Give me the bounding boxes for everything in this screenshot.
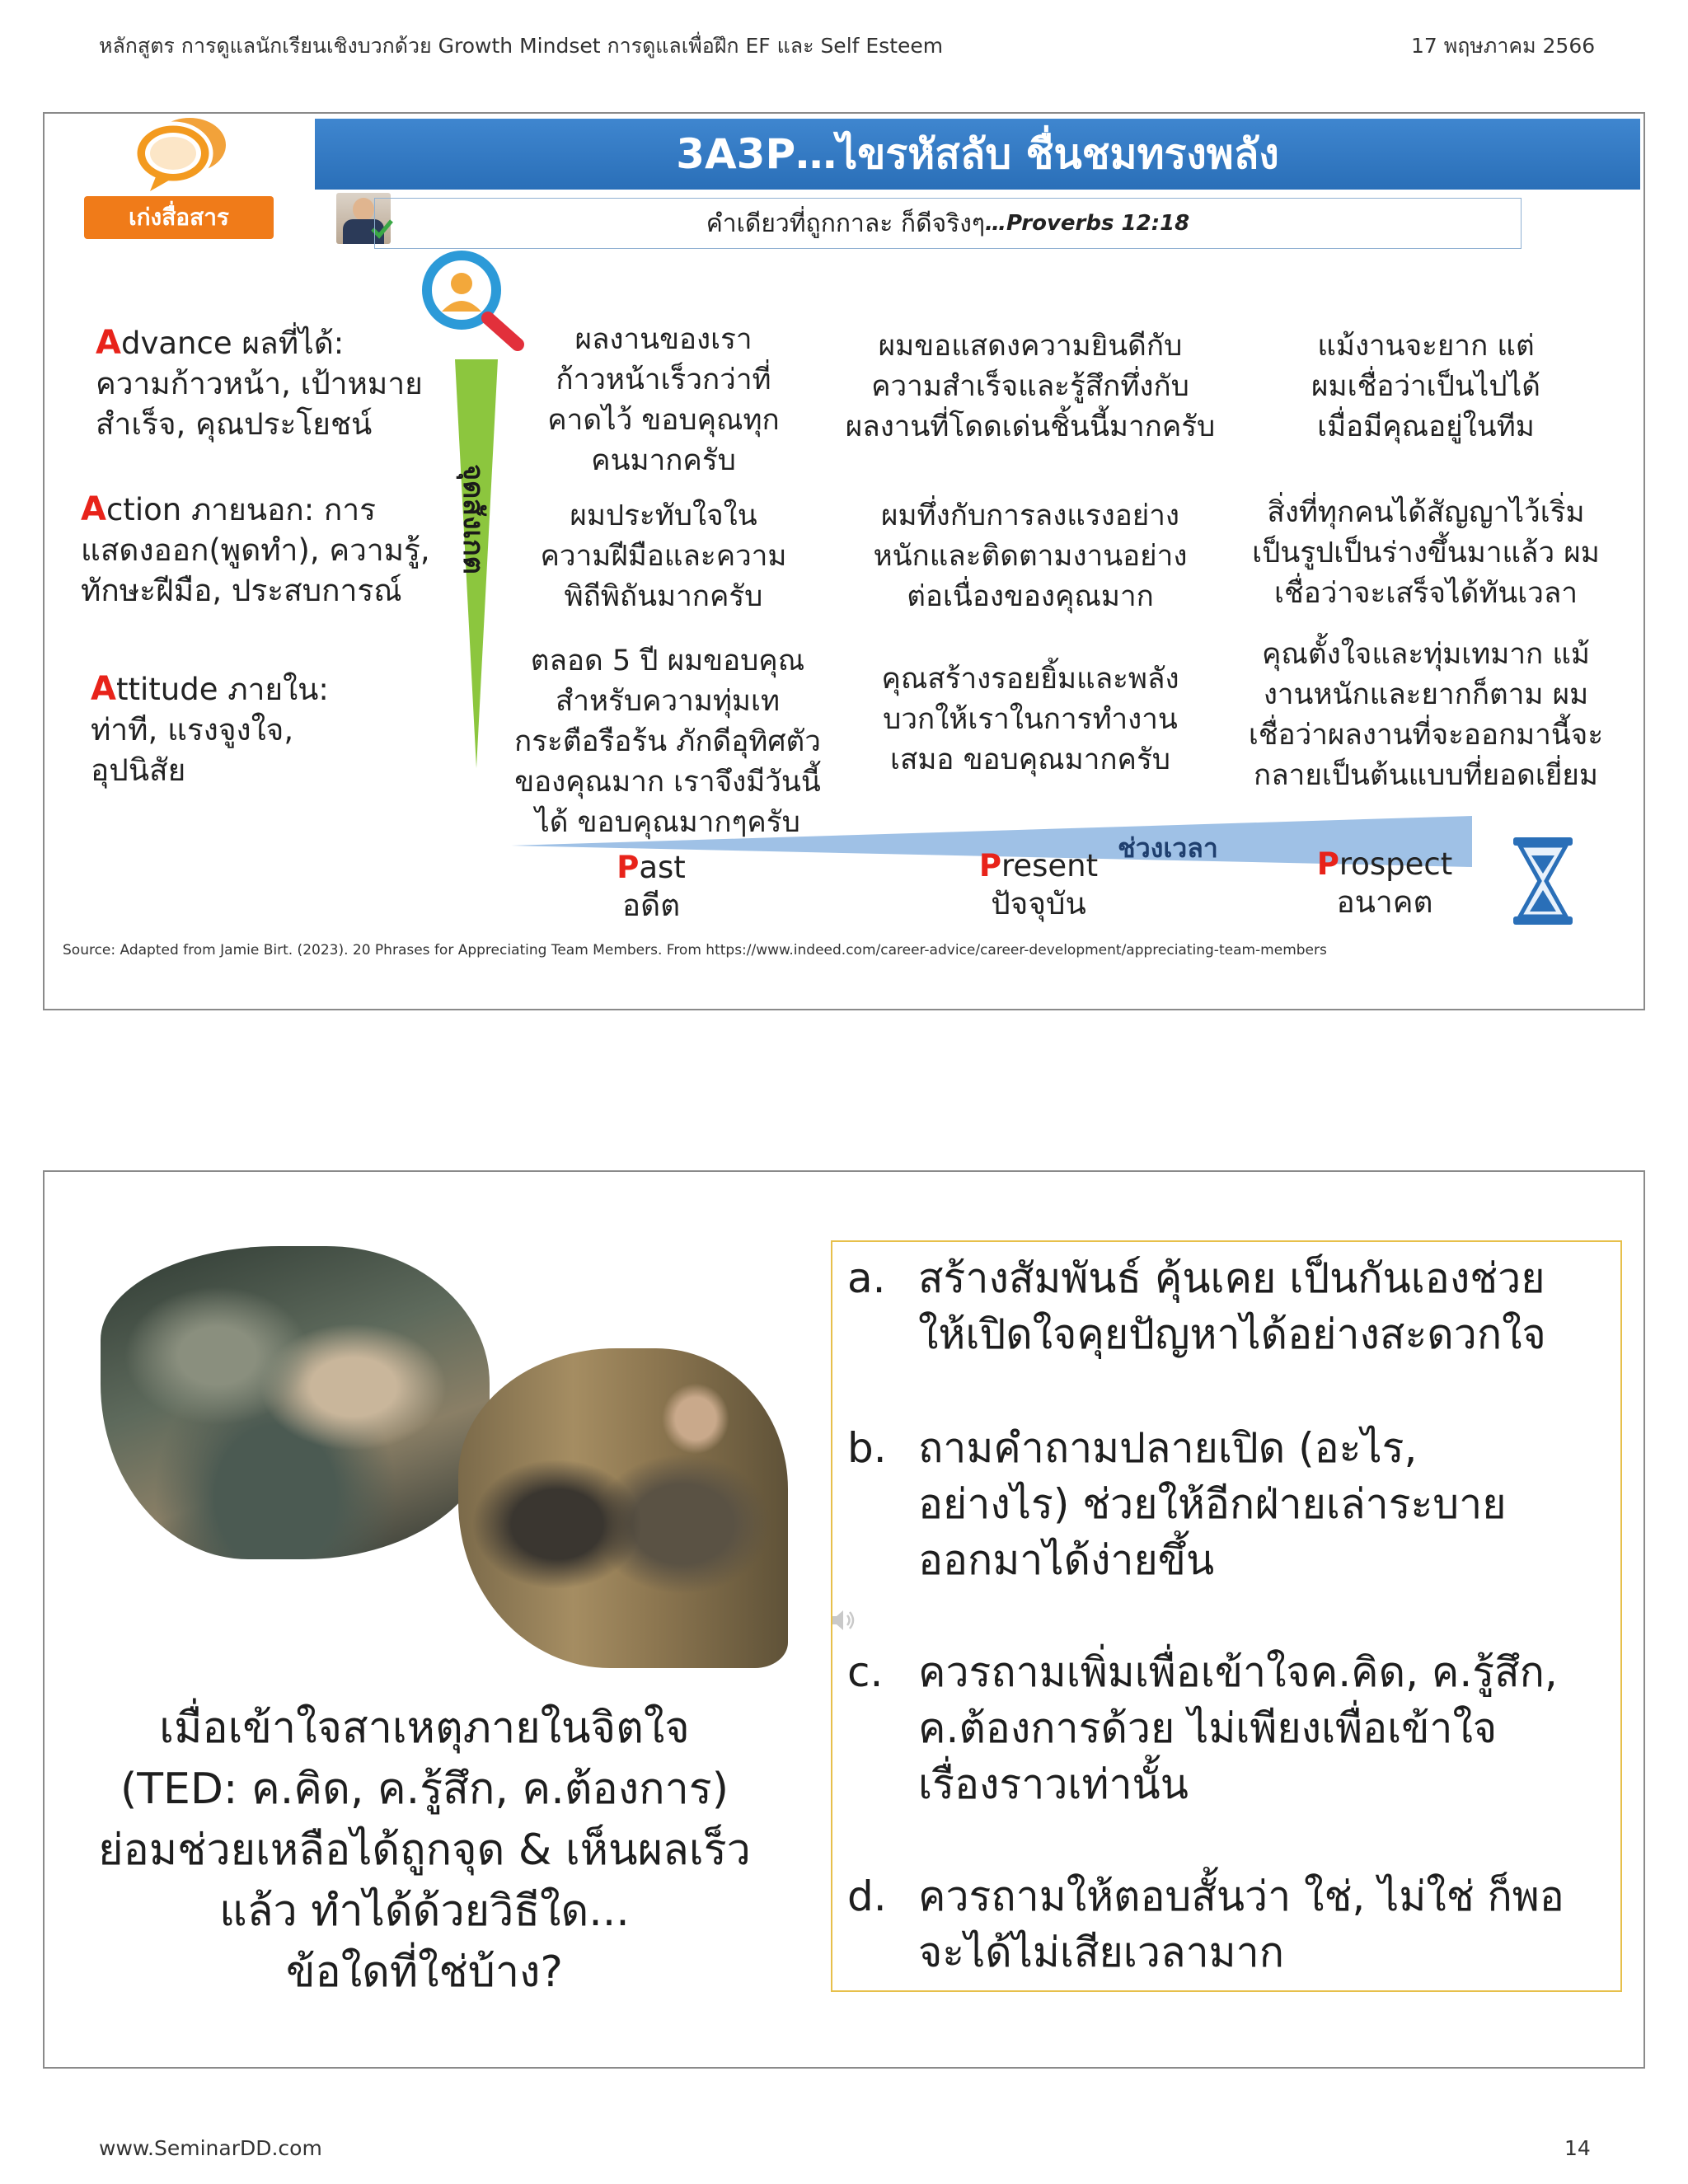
quote-text: คำเดียวที่ถูกกาละ ก็ดีจริงๆ <box>706 209 986 238</box>
category-tag: เก่งสื่อสาร <box>84 196 274 239</box>
cell-attitude-prospect: คุณตั้งใจและทุ่มเทมาก แม้ งานหนักและยากก็ตาม ผม เชื่อว่าผลงานที่จะออกมานี้จะ กลายเป็นต้นแบบที่ยอดเยี่ยม <box>1248 638 1604 792</box>
conversation-photo <box>458 1348 788 1668</box>
footer-website[interactable]: www.SeminarDD.com <box>99 2136 322 2160</box>
classroom-photo <box>101 1246 490 1559</box>
answer-options: a. สร้างสัมพันธ์ คุ้นเคย เป็นกันเองช่วย ให้เปิดใจคุยปัญหาได้อย่างสะดวกใจ b. ถามคำถามปลายเปิด (อะไร, อย่างไร) ช่วยให้อีกฝ่ายเล่าระบาย ออกมาได้ง่ายขึ้น c. ควรถามเพิ่มเพื่อเข้าใจค.คิด, ค.รู้สึก, ค.ต้องการด้วย ไม่เพียงเพื่อเข้าใจ เรื่องราวเท่านั้น d. ควรถามให้ตอบสั้นว่า ใช่, ไม่ใช่ ก็พอ จะได้ไม่เสียเวลามาก <box>831 1240 1622 1992</box>
cell-advance-past: ผลงานของเรา ก้าวหน้าเร็วกว่าที่ คาดไว้ ขอบคุณทุก คนมากครับ <box>547 323 780 477</box>
row-label-advance: Advance ผลที่ได้: ความก้าวหน้า, เป้าหมาย สำเร็จ, คุณประโยชน์ <box>96 324 423 442</box>
course-title: หลักสูตร การดูแลนักเรียนเชิงบวกด้วย Growth Mindset การดูแลเพื่อฝึก EF และ Self Esteem <box>99 34 944 58</box>
speech-bubbles-icon <box>132 114 229 193</box>
slide-title: 3A3P…ไขรหัสลับ ชื่นชมทรงพลัง <box>315 119 1640 190</box>
header-date: 17 พฤษภาคม 2566 <box>1411 34 1596 58</box>
timeline-label: ช่วงเวลา <box>1118 832 1218 864</box>
cell-advance-present: ผมขอแสดงความยินดีกับ ความสำเร็จและรู้สึกทึ่งกับ ผลงานที่โดดเด่นชิ้นนี้มากครับ <box>845 330 1216 443</box>
time-prospect: Prospect อนาคต <box>1316 846 1453 920</box>
question-text: เมื่อเข้าใจสาเหตุภายในจิตใจ (TED: ค.คิด, ค.รู้สึก, ค.ต้องการ) ย่อมช่วยเหลือได้ถูกจุด & เห็นผลเร็ว แล้ว ทำได้ด้วยวิธีใด... ข้อใดที่ใช่บ้าง? <box>98 1704 751 1997</box>
cell-action-past: ผมประทับใจใน ความฝีมือและความ พิถีพิถันมากครับ <box>540 499 787 613</box>
page-number: 14 <box>1564 2136 1591 2160</box>
time-past: Past อดีต <box>617 850 686 923</box>
quote-reference: …Proverbs 12:18 <box>985 211 1190 236</box>
cell-action-prospect: สิ่งที่ทุกคนได้สัญญาไว้เริ่ม เป็นรูปเป็นร่างขึ้นมาแล้ว ผม เชื่อว่าจะเสร็จได้ทันเวลา <box>1252 496 1600 610</box>
focus-label: จุดสังเกต <box>457 464 490 574</box>
cell-advance-prospect: แม้งานจะยาก แต่ ผมเชื่อว่าเป็นไปได้ เมื่อมีคุณอยู่ในทีม <box>1311 330 1540 443</box>
quote-box <box>374 198 1522 249</box>
cell-attitude-present: คุณสร้างรอยยิ้มและพลัง บวกให้เราในการทำงาน เสมอ ขอบคุณมากครับ <box>881 663 1179 776</box>
time-present: Present ปัจจุบัน <box>978 848 1099 921</box>
cell-action-present: ผมทึ่งกับการลงแรงอย่าง หนักและติดตามงานอย่าง ต่อเนื่องของคุณมาก <box>873 499 1188 613</box>
row-label-action: Action ภายนอก: การ แสดงออก(พูดทำ), ความรู้, ทักษะฝีมือ, ประสบการณ์ <box>81 490 430 608</box>
row-label-attitude: Attitude ภายใน: ท่าที, แรงจูงใจ, อุปนิสัย <box>91 670 329 788</box>
cell-attitude-past: ตลอด 5 ปี ผมขอบคุณ สำหรับความทุ่มเท กระตือรือร้น ภักดีอุทิศตัว ของคุณมาก เราจึงมีวันนี้ ได้ ขอบคุณมากๆครับ <box>514 644 821 839</box>
hourglass-icon <box>1510 836 1576 926</box>
source-citation: Source: Adapted from Jamie Birt. (2023). 20 Phrases for Appreciating Team Members. From https://www.indeed.com/career-advice/career-development/appreciating-team-members <box>63 942 1327 958</box>
